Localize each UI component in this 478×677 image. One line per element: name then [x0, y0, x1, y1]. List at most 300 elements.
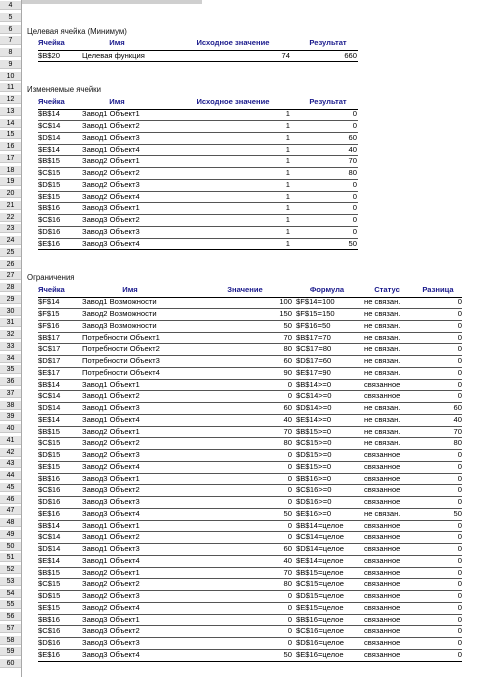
constraint-difference[interactable]: 0	[457, 309, 462, 318]
constraint-difference[interactable]: 80	[453, 438, 462, 448]
result-value[interactable]: 40	[348, 144, 357, 154]
row-header[interactable]: 54	[0, 589, 21, 598]
cell-address[interactable]: $F$16	[38, 320, 60, 330]
constraint-formula[interactable]: $C$15>=0	[296, 438, 332, 448]
row-header[interactable]: 58	[0, 636, 21, 645]
row-header[interactable]: 9	[0, 60, 21, 69]
cell-address[interactable]: $B$16	[38, 614, 60, 624]
cell-name[interactable]: Завод3 Объект4	[82, 649, 140, 659]
cell-name[interactable]: Завод2 Объект2	[82, 438, 140, 448]
initial-value[interactable]: 1	[285, 179, 290, 189]
result-value[interactable]: 660	[344, 50, 357, 60]
constraint-difference[interactable]: 0	[457, 367, 462, 377]
row-header[interactable]: 35	[0, 365, 21, 374]
constraint-formula[interactable]: $E$14>=0	[296, 414, 332, 424]
cell-name[interactable]: Завод3 Объект2	[82, 626, 140, 636]
cell-name[interactable]: Завод3 Объект1	[82, 203, 140, 213]
constraint-status[interactable]: связанное	[364, 485, 401, 495]
cell-address[interactable]: $E$15	[38, 602, 60, 612]
row-header[interactable]: 26	[0, 260, 21, 269]
row-header[interactable]: 6	[0, 25, 21, 34]
constraint-value[interactable]: 60	[283, 356, 292, 365]
constraint-value[interactable]: 0	[287, 391, 292, 401]
constraint-difference[interactable]: 0	[457, 485, 462, 495]
cell-name[interactable]: Завод2 Объект4	[82, 602, 140, 612]
row-header[interactable]: 50	[0, 542, 21, 551]
constraint-status[interactable]: связанное	[364, 579, 401, 589]
initial-value[interactable]: 1	[285, 121, 290, 130]
constraint-difference[interactable]: 0	[457, 356, 462, 365]
row-header[interactable]: 49	[0, 530, 21, 539]
constraint-difference[interactable]: 0	[457, 602, 462, 612]
constraint-status[interactable]: не связан.	[364, 403, 401, 412]
cell-name[interactable]: Завод1 Объект1	[82, 379, 140, 389]
constraint-formula[interactable]: $C$16>=0	[296, 485, 332, 495]
cell-name[interactable]: Завод2 Объект3	[82, 179, 140, 189]
constraint-difference[interactable]: 0	[457, 332, 462, 342]
cell-name[interactable]: Завод3 Объект3	[82, 226, 140, 236]
cell-name[interactable]: Потребности Объект3	[82, 356, 160, 365]
cell-name[interactable]: Завод1 Объект1	[82, 109, 140, 119]
row-header[interactable]: 52	[0, 565, 21, 574]
cell-name[interactable]: Завод2 Объект1	[82, 567, 140, 577]
constraint-status[interactable]: не связан.	[364, 320, 401, 330]
row-header[interactable]: 24	[0, 236, 21, 245]
cell-name[interactable]: Завод1 Объект4	[82, 144, 140, 154]
constraint-difference[interactable]: 0	[457, 626, 462, 636]
constraint-formula[interactable]: $C$17=80	[296, 344, 332, 354]
cell-address[interactable]: $B$14	[38, 520, 60, 530]
constraint-status[interactable]: связанное	[364, 473, 401, 483]
constraint-value[interactable]: 0	[287, 602, 292, 612]
constraint-formula[interactable]: $B$16=целое	[296, 614, 344, 624]
cell-name[interactable]: Завод2 Объект2	[82, 579, 140, 589]
constraint-status[interactable]: связанное	[364, 450, 401, 459]
initial-value[interactable]: 74	[281, 50, 290, 60]
constraint-formula[interactable]: $E$16>=0	[296, 508, 332, 518]
row-header[interactable]: 39	[0, 412, 21, 421]
initial-value[interactable]: 1	[285, 156, 290, 166]
constraint-value[interactable]: 0	[287, 485, 292, 495]
row-header[interactable]: 20	[0, 189, 21, 198]
row-header[interactable]: 57	[0, 624, 21, 633]
cell-name[interactable]: Завод1 Возможности	[82, 297, 157, 307]
cell-address[interactable]: $E$15	[38, 461, 60, 471]
result-value[interactable]: 60	[348, 132, 357, 142]
constraint-status[interactable]: связанное	[364, 379, 401, 389]
constraint-formula[interactable]: $B$15>=0	[296, 426, 332, 436]
cell-name[interactable]: Завод1 Объект2	[82, 391, 140, 401]
constraint-status[interactable]: не связан.	[364, 344, 401, 354]
header-name: Имя	[122, 285, 138, 294]
cell-name[interactable]: Завод2 Возможности	[82, 309, 157, 318]
row-header[interactable]: 38	[0, 401, 21, 410]
result-value[interactable]: 0	[352, 203, 357, 213]
table-rule	[38, 661, 462, 662]
cell-name[interactable]: Завод3 Объект4	[82, 508, 140, 518]
cell-name[interactable]: Завод1 Объект4	[82, 414, 140, 424]
result-value[interactable]: 50	[348, 238, 357, 248]
row-header[interactable]: 44	[0, 471, 21, 480]
constraint-difference[interactable]: 0	[457, 344, 462, 354]
cell-name[interactable]: Потребности Объект4	[82, 367, 160, 377]
constraint-value[interactable]: 0	[287, 497, 292, 506]
row-header[interactable]: 27	[0, 271, 21, 280]
row-header[interactable]: 59	[0, 647, 21, 656]
result-value[interactable]: 0	[352, 226, 357, 236]
cell-name[interactable]: Завод3 Объект3	[82, 497, 140, 506]
cell-address[interactable]: $C$14	[38, 532, 61, 542]
result-value[interactable]: 80	[348, 168, 357, 177]
cell-name[interactable]: Завод3 Объект1	[82, 473, 140, 483]
constraint-value[interactable]: 90	[283, 367, 292, 377]
cell-name[interactable]: Завод1 Объект3	[82, 132, 140, 142]
row-header[interactable]: 34	[0, 354, 21, 363]
row-header[interactable]: 16	[0, 142, 21, 151]
row-header[interactable]: 28	[0, 283, 21, 292]
result-value[interactable]: 0	[352, 215, 357, 224]
cell-address[interactable]: $F$15	[38, 309, 60, 318]
constraint-value[interactable]: 80	[283, 579, 292, 589]
constraint-formula[interactable]: $E$17=90	[296, 367, 331, 377]
constraint-difference[interactable]: 0	[457, 544, 462, 553]
cell-name[interactable]: Завод3 Объект3	[82, 638, 140, 647]
constraint-formula[interactable]: $F$14=100	[296, 297, 335, 307]
cell-address[interactable]: $C$14	[38, 121, 61, 130]
cell-address[interactable]: $E$15	[38, 191, 60, 201]
constraint-formula[interactable]: $F$16=50	[296, 320, 331, 330]
constraint-status[interactable]: связанное	[364, 555, 401, 565]
cell-address[interactable]: $B$16	[38, 473, 60, 483]
row-header[interactable]: 51	[0, 553, 21, 562]
constraint-value[interactable]: 70	[283, 567, 292, 577]
constraint-difference[interactable]: 0	[457, 532, 462, 542]
cell-name[interactable]: Завод3 Объект4	[82, 238, 140, 248]
cell-address[interactable]: $C$15	[38, 579, 61, 589]
constraint-difference[interactable]: 50	[453, 508, 462, 518]
cell-address[interactable]: $E$17	[38, 367, 60, 377]
cell-address[interactable]: $B$14	[38, 379, 60, 389]
constraint-status[interactable]: связанное	[364, 497, 401, 506]
constraint-value[interactable]: 80	[283, 344, 292, 354]
row-header[interactable]: 55	[0, 600, 21, 609]
constraint-value[interactable]: 0	[287, 450, 292, 459]
cell-name[interactable]: Завод2 Объект3	[82, 591, 140, 600]
cell-name[interactable]: Завод1 Объект2	[82, 532, 140, 542]
row-header[interactable]: 21	[0, 201, 21, 210]
cell-name[interactable]: Завод2 Объект3	[82, 450, 140, 459]
result-value[interactable]: 70	[348, 156, 357, 166]
cell-address[interactable]: $E$16	[38, 649, 60, 659]
row-header[interactable]: 43	[0, 459, 21, 468]
constraint-difference[interactable]: 0	[457, 461, 462, 471]
cell-name[interactable]: Завод1 Объект1	[82, 520, 140, 530]
constraint-value[interactable]: 60	[283, 544, 292, 553]
constraint-formula[interactable]: $E$14=целое	[296, 555, 344, 565]
row-header[interactable]: 37	[0, 389, 21, 398]
result-value[interactable]: 0	[352, 191, 357, 201]
row-header[interactable]: 12	[0, 95, 21, 104]
constraint-formula[interactable]: $E$15=целое	[296, 602, 344, 612]
constraint-difference[interactable]: 0	[457, 473, 462, 483]
cell-address[interactable]: $E$14	[38, 144, 60, 154]
constraint-value[interactable]: 70	[283, 332, 292, 342]
constraint-status[interactable]: связанное	[364, 544, 401, 553]
row-header[interactable]: 14	[0, 119, 21, 128]
constraint-difference[interactable]: 0	[457, 567, 462, 577]
constraint-status[interactable]: не связан.	[364, 297, 401, 307]
constraint-value[interactable]: 50	[283, 508, 292, 518]
constraint-status[interactable]: не связан.	[364, 356, 401, 365]
constraint-value[interactable]: 40	[283, 414, 292, 424]
row-header[interactable]: 60	[0, 659, 21, 668]
cell-name[interactable]: Потребности Объект2	[82, 344, 160, 354]
row-header[interactable]: 46	[0, 495, 21, 504]
constraint-difference[interactable]: 0	[457, 591, 462, 600]
row-header[interactable]: 45	[0, 483, 21, 492]
constraint-status[interactable]: связанное	[364, 614, 401, 624]
constraint-difference[interactable]: 0	[457, 520, 462, 530]
constraint-status[interactable]: связанное	[364, 591, 401, 600]
constraint-status[interactable]: связанное	[364, 391, 401, 401]
constraint-value[interactable]: 100	[279, 297, 292, 307]
row-header[interactable]: 36	[0, 377, 21, 386]
row-header[interactable]: 5	[0, 13, 21, 22]
constraint-difference[interactable]: 0	[457, 579, 462, 589]
cell-address[interactable]: $B$20	[38, 50, 60, 60]
initial-value[interactable]: 1	[285, 203, 290, 213]
constraint-formula[interactable]: $C$14=целое	[296, 532, 345, 542]
constraint-status[interactable]: связанное	[364, 532, 401, 542]
header-cell: Ячейка	[38, 97, 65, 106]
cell-name[interactable]: Завод2 Объект1	[82, 426, 140, 436]
cell-address[interactable]: $D$15	[38, 450, 61, 459]
constraint-difference[interactable]: 0	[457, 320, 462, 330]
constraint-status[interactable]: не связан.	[364, 414, 401, 424]
constraint-formula[interactable]: $D$15>=0	[296, 450, 332, 459]
cell-address[interactable]: $D$14	[38, 132, 61, 142]
constraint-formula[interactable]: $D$14>=0	[296, 403, 332, 412]
row-header[interactable]: 15	[0, 130, 21, 139]
row-header[interactable]: 7	[0, 36, 21, 45]
cell-address[interactable]: $E$16	[38, 238, 60, 248]
constraint-value[interactable]: 80	[283, 438, 292, 448]
cell-name[interactable]: Завод2 Объект2	[82, 168, 140, 177]
cell-name[interactable]: Завод2 Объект4	[82, 191, 140, 201]
cell-address[interactable]: $C$16	[38, 215, 61, 224]
row-header[interactable]: 53	[0, 577, 21, 586]
row-header[interactable]: 8	[0, 48, 21, 57]
constraint-formula[interactable]: $F$15=150	[296, 309, 335, 318]
constraint-formula[interactable]: $B$14=целое	[296, 520, 344, 530]
constraint-difference[interactable]: 0	[457, 614, 462, 624]
constraint-status[interactable]: связанное	[364, 567, 401, 577]
cell-address[interactable]: $C$16	[38, 485, 61, 495]
cell-address[interactable]: $C$16	[38, 626, 61, 636]
constraint-formula[interactable]: $B$17=70	[296, 332, 331, 342]
constraint-difference[interactable]: 0	[457, 391, 462, 401]
constraint-value[interactable]: 70	[283, 426, 292, 436]
row-header[interactable]: 47	[0, 506, 21, 515]
row-header[interactable]: 31	[0, 318, 21, 327]
cell-address[interactable]: $E$14	[38, 414, 60, 424]
constraint-formula[interactable]: $E$16=целое	[296, 649, 344, 659]
constraint-value[interactable]: 150	[279, 309, 292, 318]
cell-address[interactable]: $D$17	[38, 356, 61, 365]
constraint-status[interactable]: не связан.	[364, 438, 401, 448]
constraint-value[interactable]: 60	[283, 403, 292, 412]
cell-address[interactable]: $D$16	[38, 638, 61, 647]
constraint-status[interactable]: связанное	[364, 638, 401, 647]
constraint-value[interactable]: 0	[287, 379, 292, 389]
constraint-value[interactable]: 0	[287, 626, 292, 636]
constraint-formula[interactable]: $B$15=целое	[296, 567, 344, 577]
constraint-value[interactable]: 0	[287, 614, 292, 624]
cell-address[interactable]: $D$16	[38, 497, 61, 506]
constraint-difference[interactable]: 0	[457, 649, 462, 659]
constraint-status[interactable]: связанное	[364, 602, 401, 612]
row-header[interactable]: 41	[0, 436, 21, 445]
constraint-value[interactable]: 50	[283, 320, 292, 330]
row-header[interactable]: 19	[0, 177, 21, 186]
initial-value[interactable]: 1	[285, 132, 290, 142]
cell-name[interactable]: Завод3 Возможности	[82, 320, 157, 330]
constraint-value[interactable]: 0	[287, 532, 292, 542]
cell-address[interactable]: $F$14	[38, 297, 60, 307]
constraint-formula[interactable]: $D$14=целое	[296, 544, 345, 553]
constraint-difference[interactable]: 0	[457, 555, 462, 565]
cell-name[interactable]: Потребности Объект1	[82, 332, 160, 342]
constraint-formula[interactable]: $D$16=целое	[296, 638, 345, 647]
constraint-status[interactable]: не связан.	[364, 508, 401, 518]
row-header[interactable]: 30	[0, 307, 21, 316]
constraint-value[interactable]: 0	[287, 591, 292, 600]
constraint-formula[interactable]: $B$16>=0	[296, 473, 332, 483]
cell-address[interactable]: $B$15	[38, 156, 60, 166]
row-header[interactable]: 32	[0, 330, 21, 339]
constraint-value[interactable]: 0	[287, 461, 292, 471]
constraint-difference[interactable]: 40	[453, 414, 462, 424]
cell-name[interactable]: Завод2 Объект1	[82, 156, 140, 166]
constraint-status[interactable]: не связан.	[364, 426, 401, 436]
row-header[interactable]: 22	[0, 213, 21, 222]
cell-address[interactable]: $D$15	[38, 591, 61, 600]
row-header[interactable]: 48	[0, 518, 21, 527]
constraint-difference[interactable]: 60	[453, 403, 462, 412]
constraint-difference[interactable]: 0	[457, 450, 462, 459]
initial-value[interactable]: 1	[285, 144, 290, 154]
row-header[interactable]: 25	[0, 248, 21, 257]
cell-name[interactable]: Завод3 Объект2	[82, 215, 140, 224]
cell-name[interactable]: Завод1 Объект3	[82, 544, 140, 553]
cell-address[interactable]: $D$15	[38, 179, 61, 189]
cell-address[interactable]: $C$15	[38, 168, 61, 177]
constraint-value[interactable]: 0	[287, 520, 292, 530]
constraint-status[interactable]: связанное	[364, 461, 401, 471]
cell-address[interactable]: $B$14	[38, 109, 60, 119]
constraint-difference[interactable]: 0	[457, 497, 462, 506]
row-header[interactable]: 56	[0, 612, 21, 621]
cell-address[interactable]: $E$16	[38, 508, 60, 518]
cell-address[interactable]: $C$15	[38, 438, 61, 448]
cell-address[interactable]: $E$14	[38, 555, 60, 565]
constraint-value[interactable]: 40	[283, 555, 292, 565]
cell-address[interactable]: $B$15	[38, 567, 60, 577]
constraint-status[interactable]: не связан.	[364, 332, 401, 342]
initial-value[interactable]: 1	[285, 168, 290, 177]
cell-name[interactable]: Завод1 Объект3	[82, 403, 140, 412]
constraint-status[interactable]: не связан.	[364, 309, 401, 318]
constraint-formula[interactable]: $C$14>=0	[296, 391, 332, 401]
constraint-difference[interactable]: 0	[457, 297, 462, 307]
constraint-status[interactable]: связанное	[364, 626, 401, 636]
initial-value[interactable]: 1	[285, 226, 290, 236]
cell-name[interactable]: Завод1 Объект4	[82, 555, 140, 565]
cell-name[interactable]: Завод3 Объект1	[82, 614, 140, 624]
constraint-value[interactable]: 0	[287, 473, 292, 483]
row-header[interactable]: 18	[0, 166, 21, 175]
constraint-status[interactable]: связанное	[364, 649, 401, 659]
constraint-value[interactable]: 50	[283, 649, 292, 659]
row-header[interactable]: 42	[0, 448, 21, 457]
cell-address[interactable]: $D$16	[38, 226, 61, 236]
row-header[interactable]: 10	[0, 72, 21, 81]
constraint-difference[interactable]: 70	[453, 426, 462, 436]
constraint-formula[interactable]: $D$17=60	[296, 356, 332, 365]
constraint-formula[interactable]: $D$16>=0	[296, 497, 332, 506]
header-result: Результат	[309, 97, 347, 106]
constraint-difference[interactable]: 0	[457, 638, 462, 647]
result-value[interactable]: 0	[352, 109, 357, 119]
cell-address[interactable]: $D$14	[38, 544, 61, 553]
cell-address[interactable]: $C$14	[38, 391, 61, 401]
cell-address[interactable]: $B$16	[38, 203, 60, 213]
initial-value[interactable]: 1	[285, 215, 290, 224]
constraint-status[interactable]: не связан.	[364, 367, 401, 377]
cell-address[interactable]: $D$14	[38, 403, 61, 412]
initial-value[interactable]: 1	[285, 191, 290, 201]
cell-name[interactable]: Завод2 Объект4	[82, 461, 140, 471]
result-value[interactable]: 0	[352, 121, 357, 130]
row-header[interactable]: 13	[0, 107, 21, 116]
initial-value[interactable]: 1	[285, 109, 290, 119]
constraint-formula[interactable]: $C$16=целое	[296, 626, 345, 636]
constraint-formula[interactable]: $B$14>=0	[296, 379, 332, 389]
table-rule	[38, 249, 358, 250]
cell-name[interactable]: Завод3 Объект2	[82, 485, 140, 495]
row-header[interactable]: 23	[0, 224, 21, 233]
row-header[interactable]: 11	[0, 83, 21, 92]
constraint-difference[interactable]: 0	[457, 379, 462, 389]
result-value[interactable]: 0	[352, 179, 357, 189]
row-header[interactable]: 17	[0, 154, 21, 163]
constraint-formula[interactable]: $C$15=целое	[296, 579, 345, 589]
constraint-formula[interactable]: $E$15>=0	[296, 461, 332, 471]
constraint-status[interactable]: связанное	[364, 520, 401, 530]
row-header[interactable]: 33	[0, 342, 21, 351]
cell-address[interactable]: $C$17	[38, 344, 61, 354]
initial-value[interactable]: 1	[285, 238, 290, 248]
cell-name[interactable]: Завод1 Объект2	[82, 121, 140, 130]
cell-address[interactable]: $B$17	[38, 332, 60, 342]
constraint-value[interactable]: 0	[287, 638, 292, 647]
row-header[interactable]: 4	[0, 1, 21, 10]
cell-address[interactable]: $B$15	[38, 426, 60, 436]
constraint-formula[interactable]: $D$15=целое	[296, 591, 345, 600]
row-header[interactable]: 40	[0, 424, 21, 433]
row-header[interactable]: 29	[0, 295, 21, 304]
cell-name[interactable]: Целевая функция	[82, 50, 145, 60]
